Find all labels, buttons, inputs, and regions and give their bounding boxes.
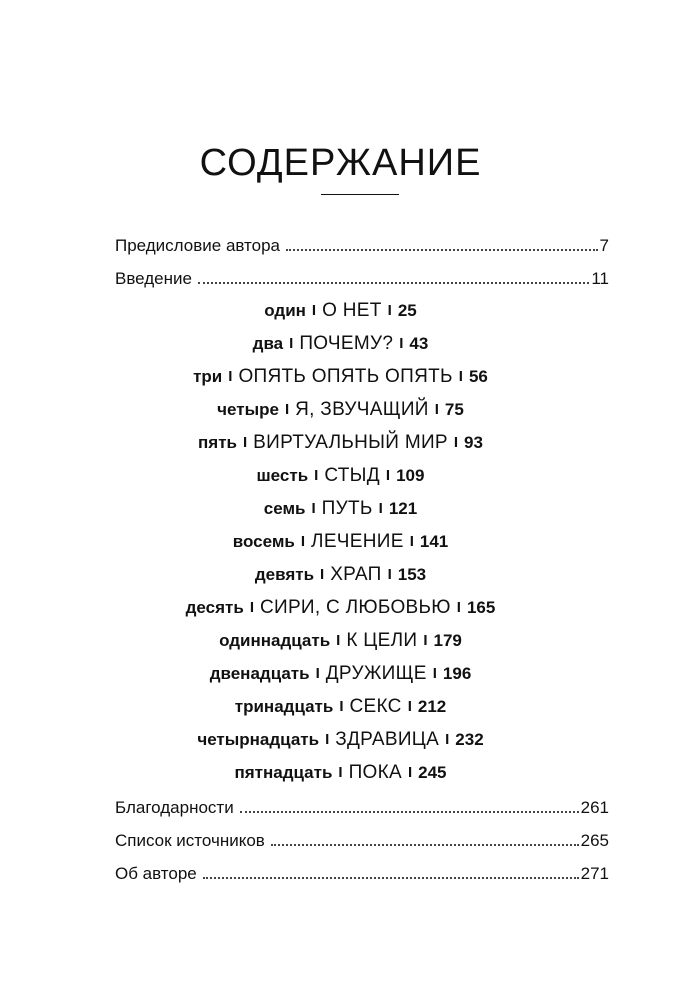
chapter-number: восемь xyxy=(232,532,295,551)
dot-leader xyxy=(286,249,598,251)
separator: I xyxy=(338,764,343,781)
toc-chapter-10[interactable] xyxy=(0,595,681,622)
chapter-number: три xyxy=(193,367,223,386)
separator: I xyxy=(300,533,306,550)
separator: I xyxy=(434,401,439,418)
toc-entry-preface[interactable] xyxy=(115,235,609,257)
chapter-number: четырнадцать xyxy=(197,730,320,749)
chapter-number: девять xyxy=(254,565,315,584)
dot-leader xyxy=(198,282,589,284)
chapter-page: 56 xyxy=(468,367,488,386)
chapter-number: семь xyxy=(263,499,306,518)
chapter-page: 141 xyxy=(419,532,449,551)
chapter-page: 179 xyxy=(433,631,462,650)
chapter-page: 121 xyxy=(388,499,418,518)
chapter-title: ДРУЖИЩЕ xyxy=(325,663,427,684)
entry-label: Об авторе xyxy=(115,864,197,883)
chapter-title: ПУТЬ xyxy=(321,498,373,519)
separator: I xyxy=(315,665,320,682)
separator: I xyxy=(407,764,413,781)
chapter-number: пятнадцать xyxy=(234,763,333,782)
chapter-page: 165 xyxy=(466,598,496,617)
chapter-number: пять xyxy=(198,433,237,452)
chapter-title: ПОЧЕМУ? xyxy=(299,333,394,354)
chapter-number: десять xyxy=(185,598,244,617)
chapter-page: 43 xyxy=(409,334,429,353)
separator: I xyxy=(336,632,341,649)
title-underline xyxy=(321,194,399,195)
chapter-number: один xyxy=(264,301,306,320)
chapter-number: четыре xyxy=(217,400,279,419)
separator: I xyxy=(458,368,463,385)
separator: I xyxy=(423,632,428,649)
separator: I xyxy=(399,335,404,352)
entry-page: 261 xyxy=(580,798,609,817)
separator: I xyxy=(385,467,391,484)
toc-chapter-6[interactable] xyxy=(0,463,681,490)
dot-leader xyxy=(240,811,579,813)
separator: I xyxy=(387,566,392,583)
separator: I xyxy=(445,731,450,748)
toc-chapter-7[interactable] xyxy=(0,496,681,523)
toc-title: СОДЕРЖАНИЕ xyxy=(199,142,482,184)
toc-entry-about-author[interactable] xyxy=(115,863,609,885)
chapter-page: 109 xyxy=(396,466,425,485)
toc-chapter-2[interactable] xyxy=(0,331,681,358)
entry-page: 11 xyxy=(591,269,609,288)
dot-leader xyxy=(203,877,579,879)
chapter-page: 153 xyxy=(397,565,427,584)
toc-entry-introduction[interactable] xyxy=(115,268,609,290)
entry-page: 7 xyxy=(599,236,609,255)
separator: I xyxy=(311,302,317,319)
entry-label: Введение xyxy=(115,269,192,288)
separator: I xyxy=(289,335,294,352)
entry-label: Благодарности xyxy=(115,798,234,817)
chapter-page: 232 xyxy=(455,730,484,749)
toc-chapter-14[interactable] xyxy=(0,727,681,754)
chapter-title: ОПЯТЬ ОПЯТЬ ОПЯТЬ xyxy=(238,366,453,387)
chapter-title: ЛЕЧЕНИЕ xyxy=(311,531,404,552)
separator: I xyxy=(249,599,254,616)
toc-chapter-4[interactable] xyxy=(0,397,681,424)
separator: I xyxy=(320,566,325,583)
entry-label: Предисловие автора xyxy=(115,236,281,255)
dot-leader xyxy=(271,844,579,846)
separator: I xyxy=(339,698,344,715)
separator: I xyxy=(407,698,412,715)
chapter-number: одиннадцать xyxy=(219,631,331,650)
entry-label: Список источников xyxy=(115,831,265,850)
toc-chapter-9[interactable] xyxy=(0,562,681,589)
toc-chapter-12[interactable] xyxy=(0,661,681,688)
chapter-page: 93 xyxy=(464,433,483,452)
toc-chapter-11[interactable] xyxy=(0,628,681,655)
chapter-number: двенадцать xyxy=(209,664,310,683)
chapter-page: 245 xyxy=(418,763,447,782)
toc-chapter-3[interactable] xyxy=(0,364,681,391)
toc-entry-sources[interactable] xyxy=(115,830,609,852)
entry-page: 271 xyxy=(580,864,609,883)
separator: I xyxy=(409,533,414,550)
chapter-page: 196 xyxy=(442,664,472,683)
chapter-title: СЕКС xyxy=(349,696,402,717)
entry-page: 265 xyxy=(580,831,609,850)
chapter-number: два xyxy=(252,334,284,353)
toc-chapter-8[interactable] xyxy=(0,529,681,556)
toc-chapter-13[interactable] xyxy=(0,694,681,721)
separator: I xyxy=(432,665,437,682)
separator: I xyxy=(387,302,392,319)
chapter-page: 212 xyxy=(417,697,447,716)
separator: I xyxy=(311,500,316,517)
chapter-title: ЗДРАВИЦА xyxy=(335,729,440,750)
toc-chapter-15[interactable] xyxy=(0,760,681,787)
separator: I xyxy=(378,500,383,517)
chapter-title: ВИРТУАЛЬНЫЙ МИР xyxy=(253,432,448,453)
separator: I xyxy=(242,434,248,451)
chapter-title: К ЦЕЛИ xyxy=(346,630,418,651)
chapter-page: 75 xyxy=(444,400,464,419)
chapter-title: О НЕТ xyxy=(322,300,382,321)
separator: I xyxy=(456,599,461,616)
chapter-title: Я, ЗВУЧАЩИЙ xyxy=(295,399,429,420)
separator: I xyxy=(325,731,330,748)
toc-chapter-1[interactable] xyxy=(0,298,681,325)
chapter-title: СТЫД xyxy=(324,465,380,486)
separator: I xyxy=(314,467,319,484)
chapter-title: СИРИ, С ЛЮБОВЬЮ xyxy=(259,597,451,618)
chapter-title: ХРАП xyxy=(330,564,382,585)
chapter-number: тринадцать xyxy=(234,697,334,716)
chapter-title: ПОКА xyxy=(348,762,402,783)
chapter-number: шесть xyxy=(256,466,309,485)
toc-chapter-5[interactable] xyxy=(0,430,681,457)
separator: I xyxy=(228,368,233,385)
toc-entry-acknowledgements[interactable] xyxy=(115,797,609,819)
chapter-page: 25 xyxy=(397,301,417,320)
separator: I xyxy=(453,434,459,451)
separator: I xyxy=(284,401,290,418)
